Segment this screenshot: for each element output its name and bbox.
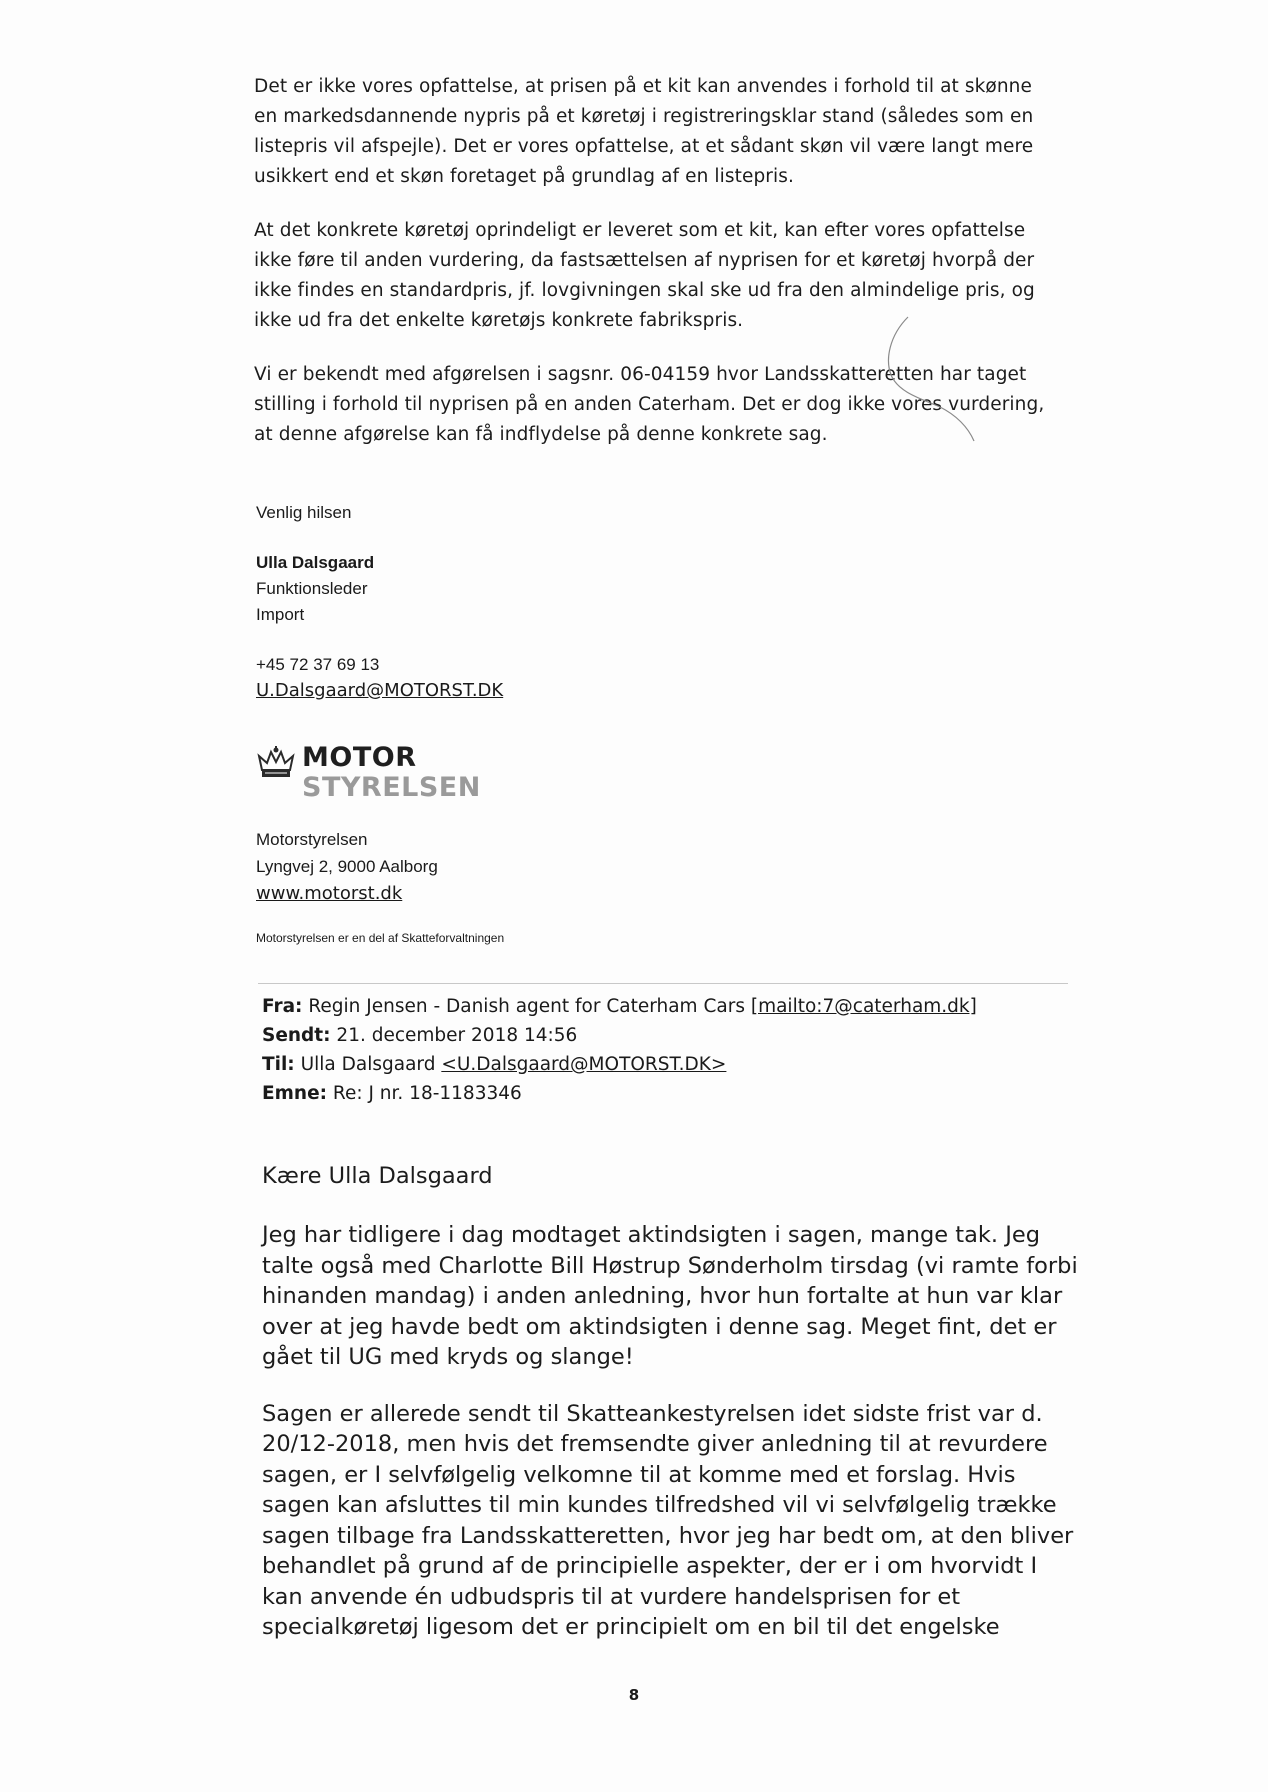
from-mailto-link[interactable]: [mailto:7@caterham.dk] — [750, 996, 977, 1017]
logo-motor-text: MOTOR — [302, 742, 417, 773]
org-name: Motorstyrelsen — [256, 830, 368, 849]
closing-text: Venlig hilsen — [256, 503, 352, 522]
header-subject — [262, 1079, 1082, 1108]
signer-name: Ulla Dalsgaard — [256, 553, 375, 572]
reply-paragraph-1: Jeg har tidligere i dag modtaget aktindsigten i sagen, mange tak. Jeg talte også med Charlotte Bill Høstrup Sønderholm tirsdag (vi ramte forbi hinanden mandag) i anden anledning, hvor hun fortalte at hun var klar over at jeg havde bedt om aktindsigten i denne sag. Meget fint, det er gået til UG med kryds og slange! — [262, 1222, 1078, 1370]
signature-block — [256, 500, 856, 704]
email-header — [262, 992, 1082, 1108]
from-value: Regin Jensen - Danish agent for Caterham Cars — [308, 996, 745, 1017]
logo-styrelsen-text: STYRELSEN — [302, 772, 481, 803]
to-label: Til: — [262, 1054, 295, 1075]
subject-value: Re: J nr. 18-1183346 — [332, 1083, 522, 1104]
address-block — [256, 826, 856, 952]
email-separator — [258, 983, 1068, 984]
letter-paragraph-2: At det konkrete køretøj oprindeligt er leveret som et kit, kan efter vores opfattelse ikke føre til anden vurdering, da fastsættelsen af nyprisen for et køretøj hvorpå der ikke findes en standardpris, jf. lovgivningen skal ske ud fra den almindelige pris, og ikke ud fra det enkelte køretøjs konkrete fabrikspris. — [254, 220, 1035, 331]
pen-mark — [870, 315, 980, 445]
org-note: Motorstyrelsen er en del af Skatteforvaltningen — [256, 931, 505, 945]
letter-paragraph-3: Vi er bekendt med afgørelsen i sagsnr. 06-04159 hvor Landsskatteretten har taget stilling i forhold til nyprisen på en anden Caterham. Det er dog ikke vores vurdering, at denne afgørelse kan få indflydelse på denne konkrete sag. — [254, 364, 1045, 445]
subject-label: Emne: — [262, 1083, 328, 1104]
org-street: Lyngvej 2, 9000 Aalborg — [256, 857, 438, 876]
reply-greeting: Kære Ulla Dalsgaard — [262, 1163, 493, 1189]
to-email-link[interactable]: <U.Dalsgaard@MOTORST.DK> — [441, 1054, 727, 1075]
sent-value: 21. december 2018 14:56 — [336, 1025, 578, 1046]
to-value: Ulla Dalsgaard — [300, 1054, 436, 1075]
header-to — [262, 1050, 1082, 1079]
motorstyrelsen-logo — [256, 742, 516, 806]
sent-label: Sendt: — [262, 1025, 331, 1046]
signer-department: Import — [256, 605, 305, 624]
signer-email-link[interactable]: U.Dalsgaard@MOTORST.DK — [256, 680, 504, 701]
crown-icon — [256, 746, 296, 780]
org-website-link[interactable]: www.motorst.dk — [256, 883, 403, 904]
page-number: 8 — [628, 1686, 640, 1704]
signer-phone: +45 72 37 69 13 — [256, 655, 380, 674]
signer-role: Funktionsleder — [256, 579, 368, 598]
reply-paragraph-2: Sagen er allerede sendt til Skatteankestyrelsen idet sidste frist var d. 20/12-2018, men hvis det fremsendte giver anledning til at revurdere sagen, er I selvfølgelig velkomne til at komme med et forslag. Hvis sagen kan afsluttes til min kundes tilfredshed vil vi selvfølgelig trække sagen tilbage fra Landsskatteretten, hvor jeg har bedt om, at den bliver behandlet på grund af de principielle aspekter, der er i om hvorvidt I kan anvende én udbudspris til at vurdere handelsprisen for et specialkøretøj ligesom det er principielt om en bil til det engelske — [262, 1400, 1074, 1640]
from-label: Fra: — [262, 996, 303, 1017]
reply-body — [262, 1160, 1082, 1669]
header-from — [262, 992, 1082, 1021]
letter-paragraph-1: Det er ikke vores opfattelse, at prisen på et kit kan anvendes i forhold til at skønne en markedsdannende nypris på et køretøj i registreringsklar stand (således som en listepris vil afspejle). Det er vores opfattelse, at et sådant skøn vil være langt mere usikkert end et skøn foretaget på grundlag af en listepris. — [254, 76, 1034, 187]
header-sent — [262, 1021, 1082, 1050]
